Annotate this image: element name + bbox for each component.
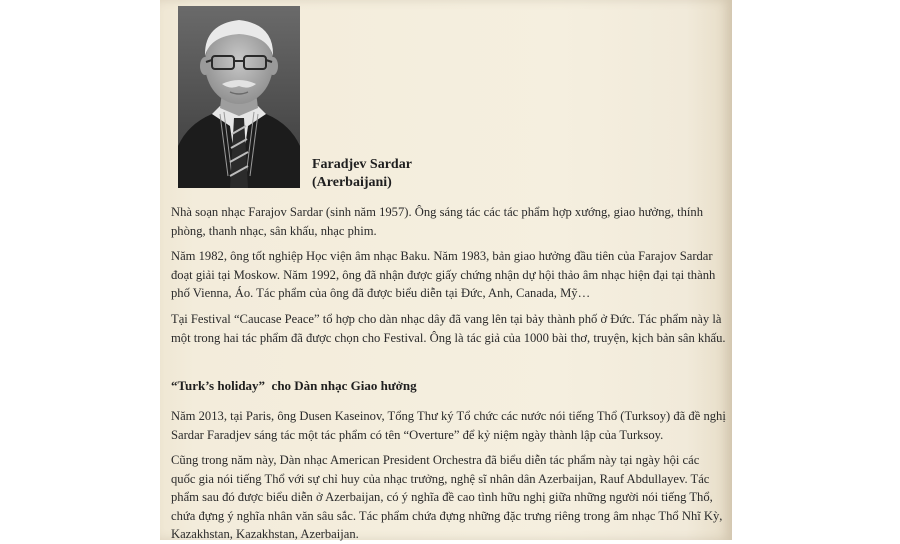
portrait-illustration xyxy=(178,6,300,188)
bio-paragraph-1: Nhà soạn nhạc Farajov Sardar (sinh năm 1957). Ông sáng tác các tác phẩm hợp xướng, giao hưởng, thính phòng, thanh nhạc, sân khấu, nhạc phim. xyxy=(171,205,703,238)
section-paragraph-1: Năm 2013, tại Paris, ông Dusen Kaseinov, Tổng Thư ký Tổ chức các nước nói tiếng Thổ (Turksoy) đã đề nghị Sardar Faradjev sáng tác một tác phẩm có tên “Overture” để kỷ niệm ngày thành lập của Turksoy. xyxy=(171,409,726,442)
bio-paragraph-3: Tại Festival “Caucase Peace” tổ hợp cho dàn nhạc dây đã vang lên tại bảy thành phố ở Đức. Tác phẩm này là một trong hai tác phẩm đã được chọn cho Festival. Ông là tác giả của 1000 bài thơ, truyện, kịch bản sân khấu. xyxy=(171,312,726,345)
composer-portrait-photo xyxy=(178,6,300,188)
bio-paragraph-2: Năm 1982, ông tốt nghiệp Học viện âm nhạc Baku. Năm 1983, bản giao hưởng đầu tiên của Farajov Sardar đoạt giải tại Moskow. Năm 1992, ông đã nhận được giấy chứng nhận dự hội thảo âm nhạc hiện đại tại thành phố Vienna, Áo. Tác phẩm của ông đã được biểu diễn tại Đức, Anh, Canada, Mỹ… xyxy=(171,249,716,300)
composer-name-block xyxy=(312,156,412,192)
section-heading: “Turk’s holiday” cho Dàn nhạc Giao hưởng xyxy=(171,378,417,393)
composer-origin: (Arerbaijani) xyxy=(312,175,392,190)
composer-name: Faradjev Sardar xyxy=(312,157,412,172)
section-paragraph-2: Cũng trong năm này, Dàn nhạc American President Orchestra đã biểu diễn tác phẩm này tại ngày hội các quốc gia nói tiếng Thổ với sự chỉ huy của nhạc trưởng, nghệ sĩ nhân dân Azerbaijan, Rauf Abdullayev. Tác phẩm sau đó được biểu diễn ở Azerbaijan, có ý nghĩa đề cao tình hữu nghị giữa những người nói tiếng Thổ, chứa đựng ý nghĩa nhân văn sâu sắc. Tác phẩm chứa đựng những đặc trưng riêng trong âm nhạc Thổ Nhĩ Kỳ, Kazakhstan, Kazakhstan, Azerbaijan. xyxy=(171,453,723,541)
book-page xyxy=(160,0,732,540)
